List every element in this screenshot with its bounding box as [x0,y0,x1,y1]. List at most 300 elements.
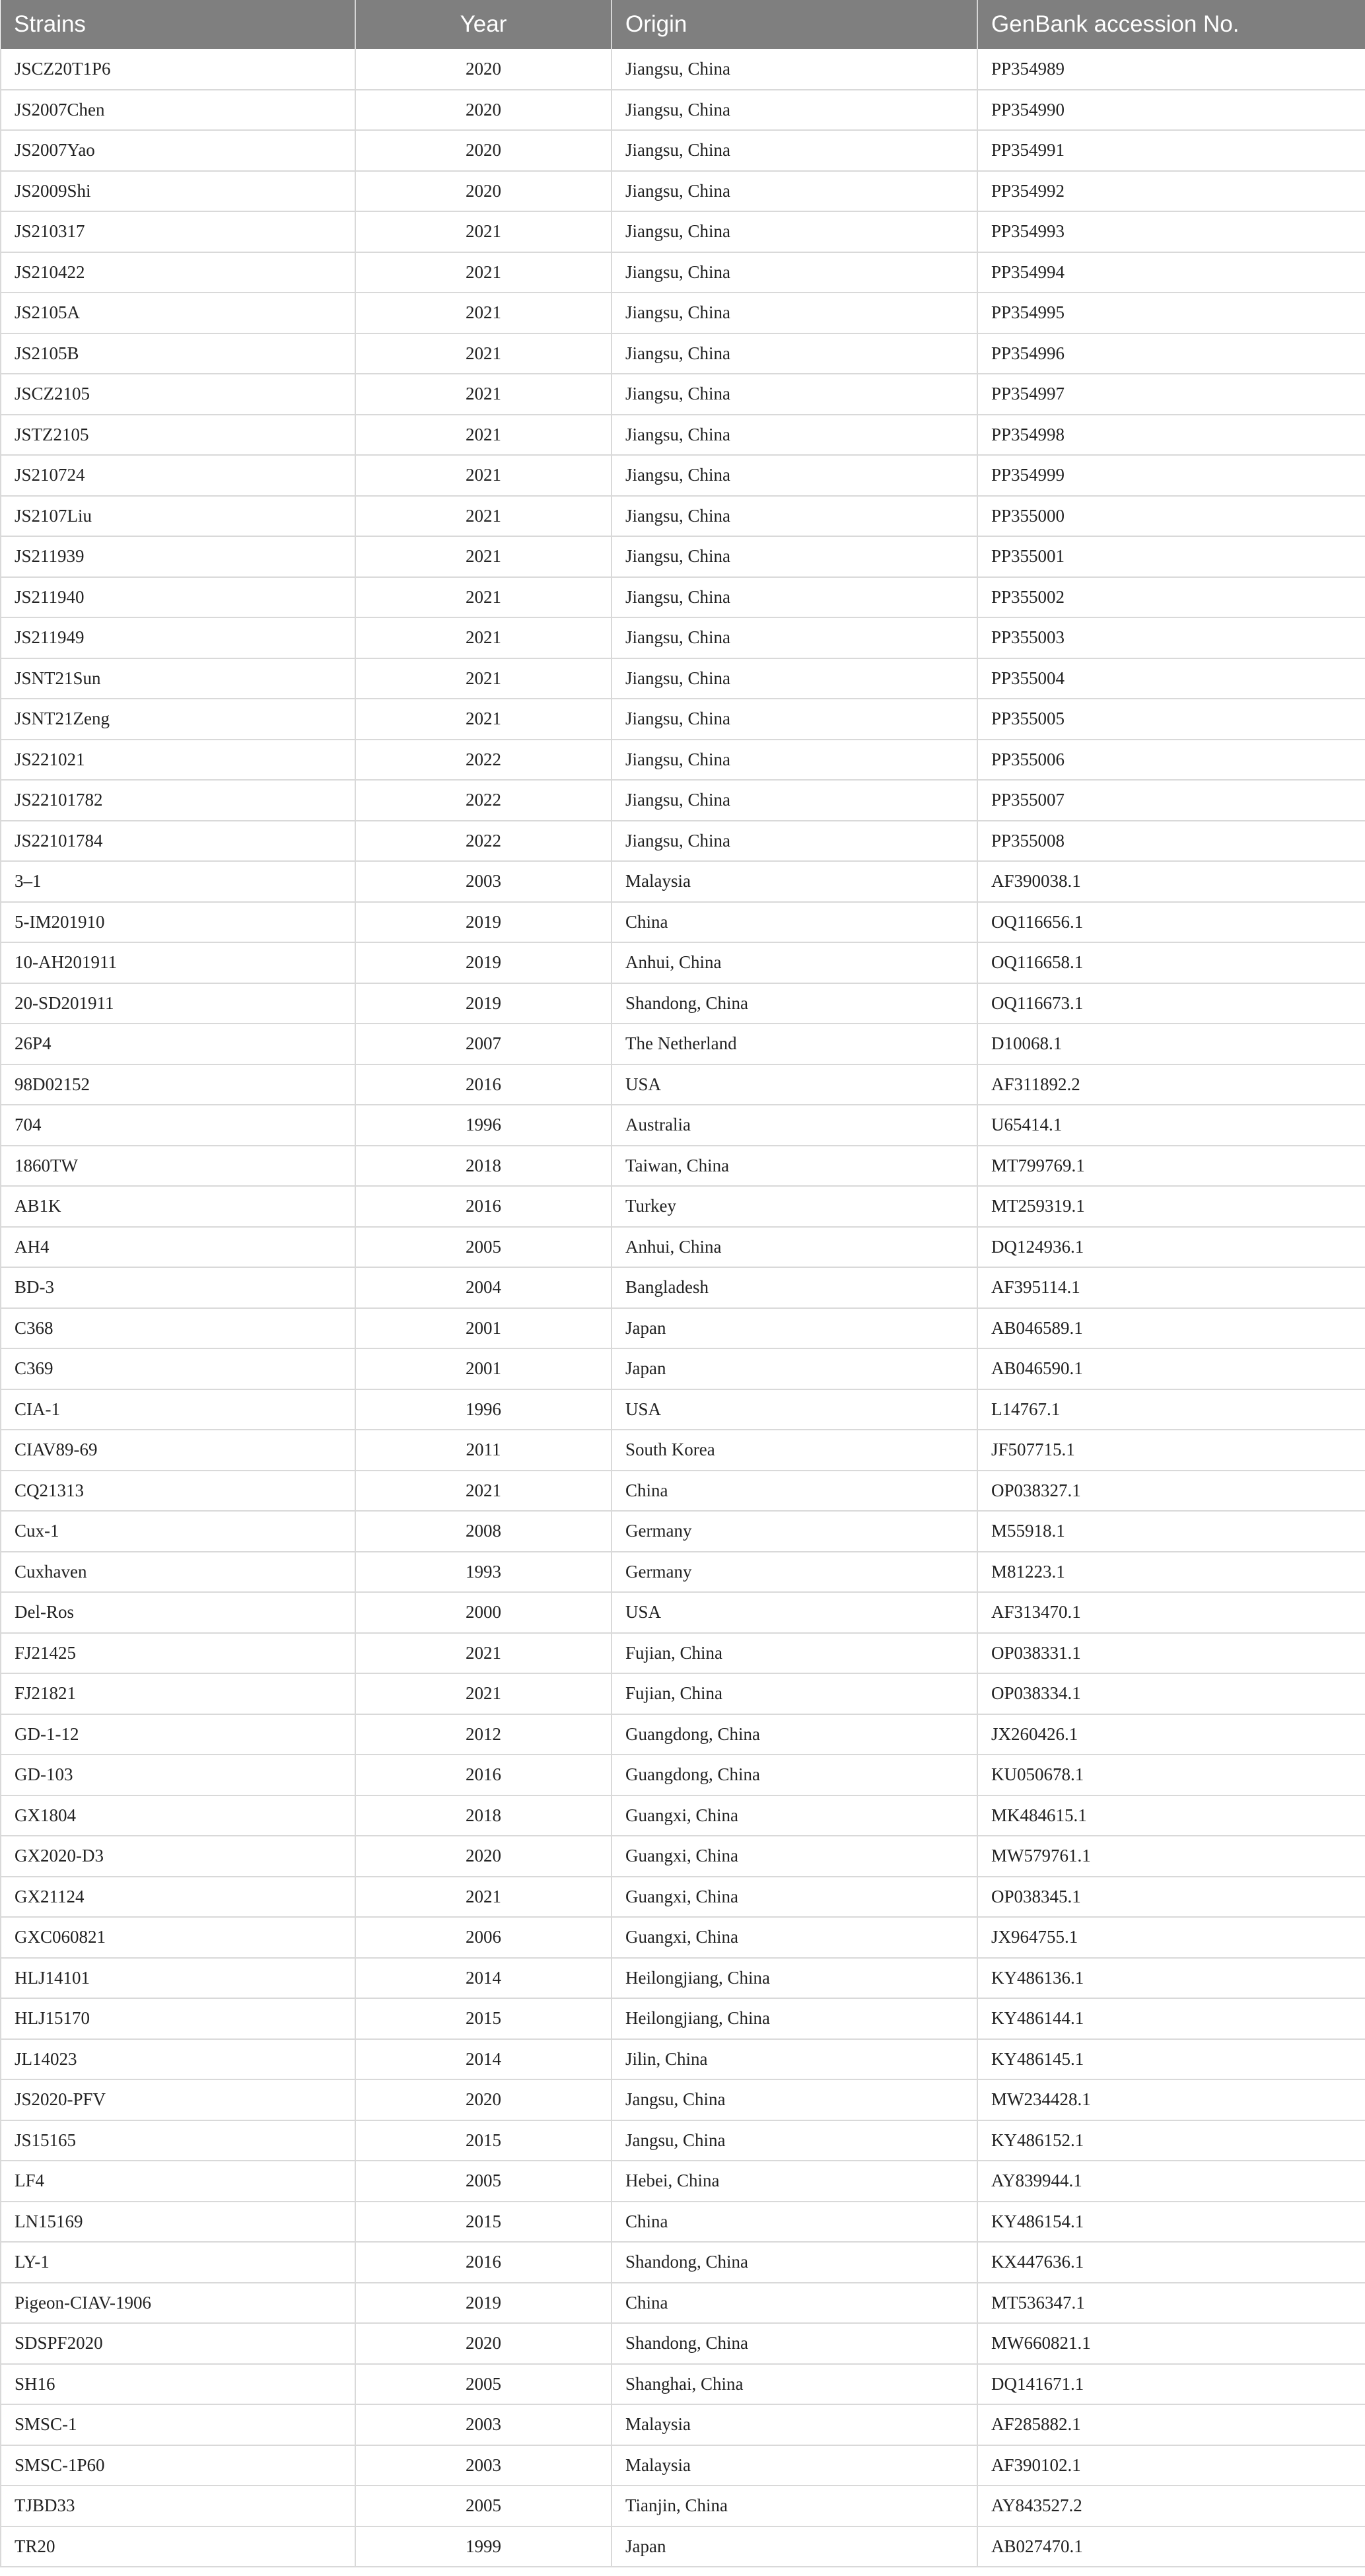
origin-cell: Jiangsu, China [612,780,977,821]
origin-cell: Anhui, China [612,942,977,983]
accession-cell: OQ116658.1 [977,942,1365,983]
table-row [1,1552,1365,1593]
origin-cell: Jiangsu, China [612,496,977,537]
year-cell: 2003 [355,861,612,902]
table-row [1,1471,1365,1512]
strain-cell: JS2105A [1,293,355,333]
strain-cell: FJ21821 [1,1673,355,1714]
strain-cell: Cux-1 [1,1511,355,1552]
accession-cell: AF390038.1 [977,861,1365,902]
accession-cell: MT536347.1 [977,2283,1365,2324]
strain-cell: AH4 [1,1227,355,1268]
year-cell: 2015 [355,2202,612,2243]
table-row [1,2120,1365,2161]
year-cell: 2018 [355,1795,612,1836]
table-row [1,1836,1365,1877]
accession-cell: PP355005 [977,699,1365,740]
origin-cell: Heilongjiang, China [612,1998,977,2039]
strain-cell: JS2007Chen [1,90,355,131]
year-cell: 2021 [355,455,612,496]
accession-cell: PP355003 [977,617,1365,658]
table-row [1,1186,1365,1227]
origin-cell: Jiangsu, China [612,293,977,333]
origin-cell: Jangsu, China [612,2120,977,2161]
table-row [1,455,1365,496]
origin-cell: Shandong, China [612,2242,977,2283]
accession-cell: AB046589.1 [977,1308,1365,1349]
accession-cell: D10068.1 [977,1024,1365,1064]
strain-cell: JS22101782 [1,780,355,821]
accession-cell: M81223.1 [977,1552,1365,1593]
accession-cell: PP355007 [977,780,1365,821]
accession-cell: PP355006 [977,740,1365,781]
origin-cell: Guangxi, China [612,1917,977,1958]
strain-cell: AB1K [1,1186,355,1227]
origin-cell: Australia [612,1105,977,1146]
strain-cell: GD-103 [1,1755,355,1795]
accession-cell: OP038327.1 [977,1471,1365,1512]
strain-cell: JS2020-PFV [1,2079,355,2120]
year-cell: 2008 [355,1511,612,1552]
origin-cell: Jiangsu, China [612,130,977,171]
strain-cell: GX1804 [1,1795,355,1836]
year-cell: 2021 [355,577,612,618]
origin-cell: Tianjin, China [612,2486,977,2526]
origin-cell: Germany [612,1511,977,1552]
accession-cell: PP354998 [977,415,1365,456]
table-row [1,658,1365,699]
table-row [1,2323,1365,2364]
origin-cell: Turkey [612,1186,977,1227]
table-body [1,49,1365,2567]
accession-cell: KY486152.1 [977,2120,1365,2161]
table-row [1,1917,1365,1958]
strain-cell: TJBD33 [1,2486,355,2526]
strain-cell: SMSC-1 [1,2404,355,2445]
origin-cell: Jiangsu, China [612,577,977,618]
origin-cell: South Korea [612,1430,977,1471]
table-row [1,2364,1365,2405]
accession-cell: MW579761.1 [977,1836,1365,1877]
origin-cell: China [612,2202,977,2243]
strain-cell: GD-1-12 [1,1714,355,1755]
table-row [1,1633,1365,1674]
strain-cell: JSCZ20T1P6 [1,49,355,90]
accession-cell: JF507715.1 [977,1430,1365,1471]
origin-cell: Heilongjiang, China [612,1958,977,1999]
strain-cell: SH16 [1,2364,355,2405]
year-cell: 2012 [355,1714,612,1755]
origin-cell: USA [612,1064,977,1105]
year-cell: 2016 [355,1755,612,1795]
year-cell: 2020 [355,171,612,212]
accession-cell: MW234428.1 [977,2079,1365,2120]
accession-cell: PP354993 [977,211,1365,252]
year-cell: 2006 [355,1917,612,1958]
accession-cell: PP354995 [977,293,1365,333]
accession-cell: DQ124936.1 [977,1227,1365,1268]
year-cell: 2004 [355,1267,612,1308]
origin-cell: Jiangsu, China [612,171,977,212]
header-row [1,0,1365,49]
accession-cell: AB046590.1 [977,1348,1365,1389]
year-cell: 2021 [355,252,612,293]
origin-cell: Shanghai, China [612,2364,977,2405]
accession-cell: MW660821.1 [977,2323,1365,2364]
strain-cell: GX21124 [1,1877,355,1918]
origin-cell: Jiangsu, China [612,90,977,131]
year-cell: 2020 [355,130,612,171]
accession-cell: AF395114.1 [977,1267,1365,1308]
accession-cell: PP354990 [977,90,1365,131]
year-cell: 2021 [355,658,612,699]
strain-cell: 5-IM201910 [1,902,355,943]
strain-cell: JS2007Yao [1,130,355,171]
origin-cell: Guangxi, China [612,1836,977,1877]
origin-cell: Jiangsu, China [612,415,977,456]
strain-cell: JS211949 [1,617,355,658]
origin-cell: Japan [612,1308,977,1349]
strain-cell: GXC060821 [1,1917,355,1958]
accession-cell: PP354999 [977,455,1365,496]
accession-cell: MT259319.1 [977,1186,1365,1227]
year-cell: 2016 [355,1064,612,1105]
strain-cell: JS210422 [1,252,355,293]
origin-cell: China [612,2283,977,2324]
year-cell: 2014 [355,2039,612,2080]
table-row [1,2526,1365,2567]
accession-cell: OP038331.1 [977,1633,1365,1674]
table-row [1,1146,1365,1187]
table-row [1,1592,1365,1633]
accession-cell: AY839944.1 [977,2161,1365,2202]
origin-cell: Jiangsu, China [612,49,977,90]
strain-cell: Del-Ros [1,1592,355,1633]
origin-cell: Anhui, China [612,1227,977,1268]
accession-cell: AY843527.2 [977,2486,1365,2526]
table-row [1,780,1365,821]
origin-cell: Shandong, China [612,983,977,1024]
year-cell: 2021 [355,1471,612,1512]
table-row [1,2161,1365,2202]
table-row [1,2486,1365,2526]
table-row [1,49,1365,90]
origin-cell: Jiangsu, China [612,821,977,862]
origin-cell: Jiangsu, China [612,699,977,740]
accession-cell: KY486145.1 [977,2039,1365,2080]
origin-cell: Guangdong, China [612,1714,977,1755]
accession-cell: DQ141671.1 [977,2364,1365,2405]
origin-cell: Fujian, China [612,1633,977,1674]
strain-cell: Pigeon-CIAV-1906 [1,2283,355,2324]
strain-cell: LY-1 [1,2242,355,2283]
year-cell: 2020 [355,2079,612,2120]
table-row [1,1795,1365,1836]
table-header [1,0,1365,49]
origin-cell: Guangdong, China [612,1755,977,1795]
year-cell: 2021 [355,617,612,658]
table-row [1,171,1365,212]
year-cell: 2003 [355,2404,612,2445]
origin-cell: Malaysia [612,861,977,902]
table-row [1,496,1365,537]
strain-cell: GX2020-D3 [1,1836,355,1877]
table-row [1,699,1365,740]
year-cell: 2005 [355,1227,612,1268]
table-row [1,1105,1365,1146]
strain-cell: HLJ14101 [1,1958,355,1999]
strain-cell: BD-3 [1,1267,355,1308]
strain-cell: 3–1 [1,861,355,902]
year-cell: 2018 [355,1146,612,1187]
origin-cell: Jiangsu, China [612,617,977,658]
year-cell: 2005 [355,2161,612,2202]
strain-cell: JS2009Shi [1,171,355,212]
strain-cell: JS2107Liu [1,496,355,537]
year-cell: 2001 [355,1308,612,1349]
table-row [1,415,1365,456]
table-row [1,1389,1365,1430]
accession-cell: PP355002 [977,577,1365,618]
origin-cell: Jangsu, China [612,2079,977,2120]
year-cell: 2021 [355,496,612,537]
strain-cell: HLJ15170 [1,1998,355,2039]
strain-cell: CIA-1 [1,1389,355,1430]
year-cell: 2016 [355,1186,612,1227]
origin-cell: Jiangsu, China [612,455,977,496]
accession-cell: OP038334.1 [977,1673,1365,1714]
table-row [1,861,1365,902]
table-row [1,1877,1365,1918]
strain-cell: JSCZ2105 [1,374,355,415]
year-cell: 2001 [355,1348,612,1389]
year-cell: 2022 [355,821,612,862]
strain-cell: SDSPF2020 [1,2323,355,2364]
strain-cell: 98D02152 [1,1064,355,1105]
table-row [1,2079,1365,2120]
year-cell: 2016 [355,2242,612,2283]
year-cell: 2021 [355,1877,612,1918]
accession-cell: M55918.1 [977,1511,1365,1552]
strain-cell: FJ21425 [1,1633,355,1674]
origin-cell: Taiwan, China [612,1146,977,1187]
strain-cell: JS211940 [1,577,355,618]
table-row [1,2242,1365,2283]
year-cell: 2021 [355,333,612,374]
table-row [1,821,1365,862]
year-cell: 2019 [355,983,612,1024]
year-cell: 2021 [355,1673,612,1714]
accession-cell: U65414.1 [977,1105,1365,1146]
table-row [1,2283,1365,2324]
strain-cell: TR20 [1,2526,355,2567]
origin-cell: The Netherland [612,1024,977,1064]
accession-cell: PP354992 [977,171,1365,212]
year-cell: 1999 [355,2526,612,2567]
accession-cell: AF313470.1 [977,1592,1365,1633]
strain-cell: JS15165 [1,2120,355,2161]
year-cell: 2020 [355,2323,612,2364]
origin-cell: China [612,1471,977,1512]
year-cell: 2021 [355,415,612,456]
accession-cell: PP354991 [977,130,1365,171]
accession-cell: OQ116656.1 [977,902,1365,943]
year-cell: 2021 [355,536,612,577]
accession-cell: PP354989 [977,49,1365,90]
table-row [1,333,1365,374]
table-row [1,902,1365,943]
table-row [1,130,1365,171]
origin-cell: Guangxi, China [612,1877,977,1918]
origin-cell: Jiangsu, China [612,658,977,699]
year-cell: 2000 [355,1592,612,1633]
year-cell: 2019 [355,942,612,983]
strain-cell: CQ21313 [1,1471,355,1512]
year-cell: 2005 [355,2364,612,2405]
year-cell: 2022 [355,740,612,781]
origin-cell: Japan [612,2526,977,2567]
strain-cell: SMSC-1P60 [1,2445,355,2486]
table-row [1,942,1365,983]
table-row [1,2039,1365,2080]
accession-cell: PP355008 [977,821,1365,862]
table-row [1,2404,1365,2445]
year-cell: 2021 [355,699,612,740]
table-row [1,1267,1365,1308]
accession-cell: JX964755.1 [977,1917,1365,1958]
origin-cell: Jiangsu, China [612,333,977,374]
strain-cell: JS221021 [1,740,355,781]
strain-cell: LF4 [1,2161,355,2202]
year-cell: 2005 [355,2486,612,2526]
table-row [1,536,1365,577]
accession-cell: JX260426.1 [977,1714,1365,1755]
origin-cell: Bangladesh [612,1267,977,1308]
accession-cell: OP038345.1 [977,1877,1365,1918]
table-row [1,1024,1365,1064]
year-cell: 2015 [355,1998,612,2039]
year-cell: 2019 [355,2283,612,2324]
accession-cell: AF285882.1 [977,2404,1365,2445]
strain-cell: JS22101784 [1,821,355,862]
table-row [1,1430,1365,1471]
header-strains: Strains [1,0,355,49]
year-cell: 2020 [355,90,612,131]
strain-cell: JS210317 [1,211,355,252]
strain-cell: 20-SD201911 [1,983,355,1024]
header-year: Year [355,0,612,49]
origin-cell: Malaysia [612,2404,977,2445]
strain-cell: Cuxhaven [1,1552,355,1593]
accession-cell: KU050678.1 [977,1755,1365,1795]
origin-cell: Jiangsu, China [612,536,977,577]
header-origin: Origin [612,0,977,49]
strain-cell: LN15169 [1,2202,355,2243]
origin-cell: Jiangsu, China [612,740,977,781]
origin-cell: Shandong, China [612,2323,977,2364]
strain-cell: 1860TW [1,1146,355,1187]
strain-cell: 704 [1,1105,355,1146]
table-row [1,90,1365,131]
strain-cell: C369 [1,1348,355,1389]
table-row [1,1064,1365,1105]
origin-cell: China [612,902,977,943]
strain-cell: 26P4 [1,1024,355,1064]
strain-cell: JSNT21Sun [1,658,355,699]
year-cell: 2014 [355,1958,612,1999]
table-row [1,1714,1365,1755]
accession-cell: AF390102.1 [977,2445,1365,2486]
origin-cell: Jiangsu, China [612,374,977,415]
table-row [1,2445,1365,2486]
header-genbank-accession: GenBank accession No. [977,0,1365,49]
origin-cell: USA [612,1592,977,1633]
origin-cell: Jiangsu, China [612,252,977,293]
table-row [1,1511,1365,1552]
strain-cell: JL14023 [1,2039,355,2080]
year-cell: 2019 [355,902,612,943]
table-row [1,617,1365,658]
year-cell: 2021 [355,1633,612,1674]
table-row [1,577,1365,618]
accession-cell: PP354994 [977,252,1365,293]
strain-cell: JS211939 [1,536,355,577]
accession-cell: MK484615.1 [977,1795,1365,1836]
table-row [1,983,1365,1024]
year-cell: 2003 [355,2445,612,2486]
strain-cell: JSTZ2105 [1,415,355,456]
table-row [1,2202,1365,2243]
accession-cell: KY486144.1 [977,1998,1365,2039]
strain-cell: JS2105B [1,333,355,374]
origin-cell: Germany [612,1552,977,1593]
table-row [1,1755,1365,1795]
accession-cell: PP355000 [977,496,1365,537]
origin-cell: Fujian, China [612,1673,977,1714]
table-row [1,211,1365,252]
accession-cell: AF311892.2 [977,1064,1365,1105]
strain-cell: 10-AH201911 [1,942,355,983]
strain-cell: JSNT21Zeng [1,699,355,740]
year-cell: 2021 [355,293,612,333]
table-row [1,1958,1365,1999]
table-row [1,1673,1365,1714]
table-row [1,1308,1365,1349]
origin-cell: Guangxi, China [612,1795,977,1836]
accession-cell: PP355004 [977,658,1365,699]
year-cell: 2022 [355,780,612,821]
accession-cell: KY486136.1 [977,1958,1365,1999]
year-cell: 2020 [355,49,612,90]
origin-cell: Hebei, China [612,2161,977,2202]
table-row [1,1348,1365,1389]
table-row [1,293,1365,333]
accession-cell: PP354996 [977,333,1365,374]
year-cell: 1993 [355,1552,612,1593]
accession-cell: KX447636.1 [977,2242,1365,2283]
year-cell: 2021 [355,211,612,252]
origin-cell: Jilin, China [612,2039,977,2080]
origin-cell: Malaysia [612,2445,977,2486]
table-row [1,740,1365,781]
table-row [1,1227,1365,1268]
year-cell: 2011 [355,1430,612,1471]
accession-cell: KY486154.1 [977,2202,1365,2243]
table-row [1,374,1365,415]
accession-cell: PP354997 [977,374,1365,415]
accession-cell: PP355001 [977,536,1365,577]
table-row [1,252,1365,293]
